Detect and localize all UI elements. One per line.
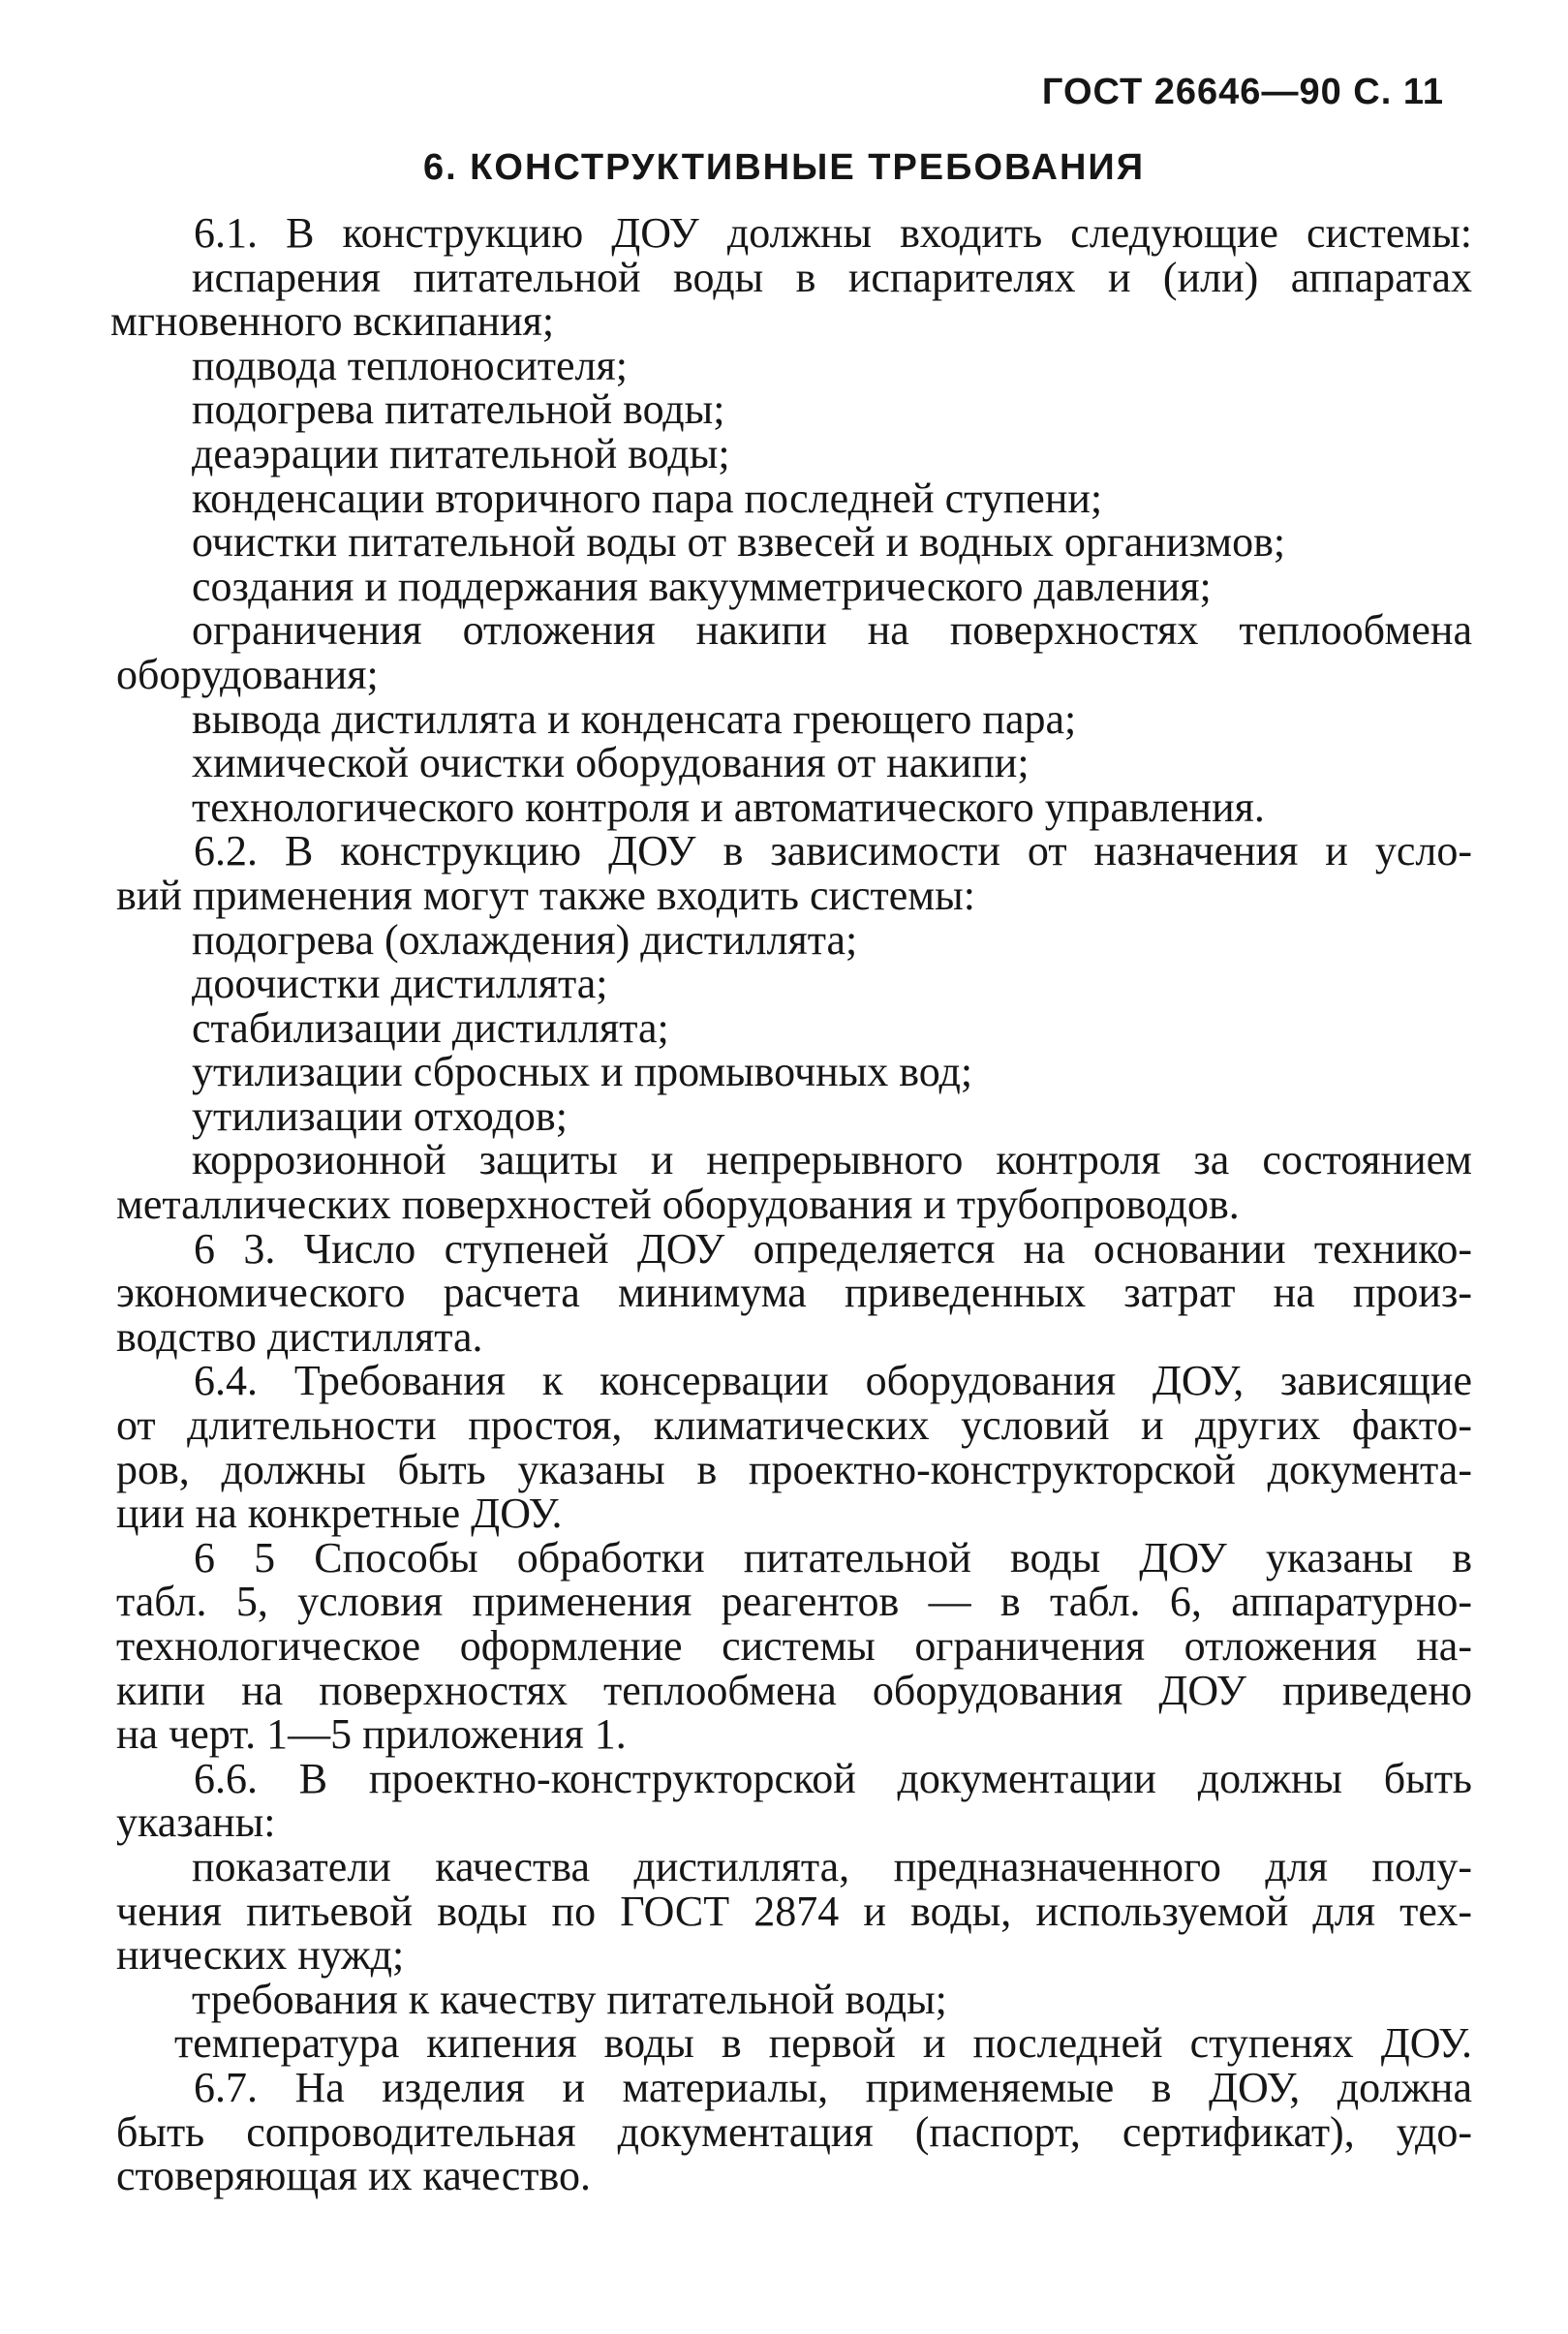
running-header: ГОСТ 26646—90 С. 11 bbox=[1041, 72, 1444, 112]
clause-6-5-line: кипи на поверхностях теплообмена оборудования ДОУ приведено bbox=[116, 1666, 1472, 1714]
clause-6-5-line: технологическое оформление системы ограничения отложения на- bbox=[116, 1622, 1472, 1670]
clause-6-1-line: технологического контроля и автоматического управления. bbox=[192, 783, 1265, 831]
clause-6-6-line: требования к качеству питательной воды; bbox=[192, 1975, 947, 2023]
clause-6-6-line: 6.6. В проектно-конструкторской документации должны быть bbox=[194, 1754, 1472, 1802]
clause-6-6-line: нических нужд; bbox=[116, 1931, 405, 1980]
clause-6-1-line: вывода дистиллята и конденсата греющего пара; bbox=[192, 694, 1077, 743]
clause-6-6-line: чения питьевой воды по ГОСТ 2874 и воды, используемой для тех- bbox=[116, 1887, 1472, 1935]
clause-6-6-line: указаны: bbox=[116, 1798, 276, 1847]
clause-6-3-line: экономического расчета минимума приведенных затрат на произ- bbox=[116, 1269, 1472, 1317]
clause-6-1-line: деаэрации питательной воды; bbox=[192, 429, 730, 477]
clause-6-2-line: вий применения могут также входить системы: bbox=[116, 871, 975, 919]
section-body bbox=[110, 209, 1472, 2200]
clause-6-2-line: утилизации отходов; bbox=[192, 1091, 568, 1140]
clause-6-1-line: испарения питательной воды в испарителях и (или) аппаратах bbox=[192, 253, 1472, 301]
clause-6-6-line: температура кипения воды в первой и последней ступенях ДОУ. bbox=[174, 2019, 1472, 2068]
clause-6-7-line: быть сопроводительная документация (паспорт, сертификат), удо- bbox=[116, 2107, 1472, 2156]
clause-6-2-line: металлических поверхностей оборудования и трубопроводов. bbox=[116, 1181, 1240, 1229]
clause-6-1-line: оборудования; bbox=[116, 650, 379, 698]
clause-6-5-line: табл. 5, условия применения реагентов — в табл. 6, аппаратурно- bbox=[116, 1578, 1472, 1626]
clause-6-4-line: 6.4. Требования к консервации оборудования ДОУ, зависящие bbox=[194, 1357, 1472, 1405]
clause-6-3-line: 6 3. Число ступеней ДОУ определяется на основании технико- bbox=[194, 1224, 1472, 1273]
clause-6-2-line: утилизации сбросных и промывочных вод; bbox=[192, 1048, 973, 1096]
clause-6-1-line: подвода теплоносителя; bbox=[192, 341, 628, 389]
clause-6-3-line: водство дистиллята. bbox=[116, 1312, 483, 1361]
clause-6-1-line: ограничения отложения накипи на поверхностях теплообмена bbox=[192, 606, 1472, 655]
clause-6-7-line: 6.7. На изделия и материалы, применяемые в ДОУ, должна bbox=[194, 2063, 1472, 2111]
clause-6-1-line: очистки питательной воды от взвесей и водных организмов; bbox=[192, 518, 1286, 567]
section-title: 6. КОНСТРУКТИВНЫЕ ТРЕБОВАНИЯ bbox=[422, 147, 1146, 188]
clause-6-5-line: 6 5 Способы обработки питательной воды ДОУ указаны в bbox=[194, 1533, 1472, 1582]
clause-6-1-line: подогрева питательной воды; bbox=[192, 385, 725, 434]
clause-6-2-line: стабилизации дистиллята; bbox=[192, 1003, 669, 1052]
clause-6-2-line: 6.2. В конструкцию ДОУ в зависимости от назначения и усло- bbox=[194, 827, 1472, 875]
clause-6-7-line: стоверяющая их качество. bbox=[116, 2152, 591, 2200]
clause-6-4-line: от длительности простоя, климатических условий и других факто- bbox=[116, 1401, 1472, 1450]
clause-6-1-line: создания и поддержания вакуумметрического давления; bbox=[192, 562, 1212, 610]
clause-6-2-line: доочистки дистиллята; bbox=[192, 960, 608, 1008]
clause-6-2-line: подогрева (охлаждения) дистиллята; bbox=[192, 915, 858, 964]
clause-6-1-line: 6.1. В конструкцию ДОУ должны входить следующие системы: bbox=[194, 209, 1472, 257]
clause-6-1-line: химической очистки оборудования от накипи; bbox=[192, 739, 1030, 787]
clause-6-2-line: коррозионной защиты и непрерывного контроля за состоянием bbox=[192, 1136, 1472, 1184]
clause-6-4-line: ции на конкретные ДОУ. bbox=[116, 1489, 563, 1538]
clause-6-1-line: мгновенного вскипания; bbox=[110, 297, 555, 346]
clause-6-4-line: ров, должны быть указаны в проектно-конструкторской документа- bbox=[116, 1445, 1472, 1493]
clause-6-1-line: конденсации вторичного пара последней ступени; bbox=[192, 474, 1103, 522]
clause-6-5-line: на черт. 1—5 приложения 1. bbox=[116, 1710, 627, 1759]
clause-6-6-line: показатели качества дистиллята, предназначенного для полу- bbox=[192, 1842, 1472, 1890]
